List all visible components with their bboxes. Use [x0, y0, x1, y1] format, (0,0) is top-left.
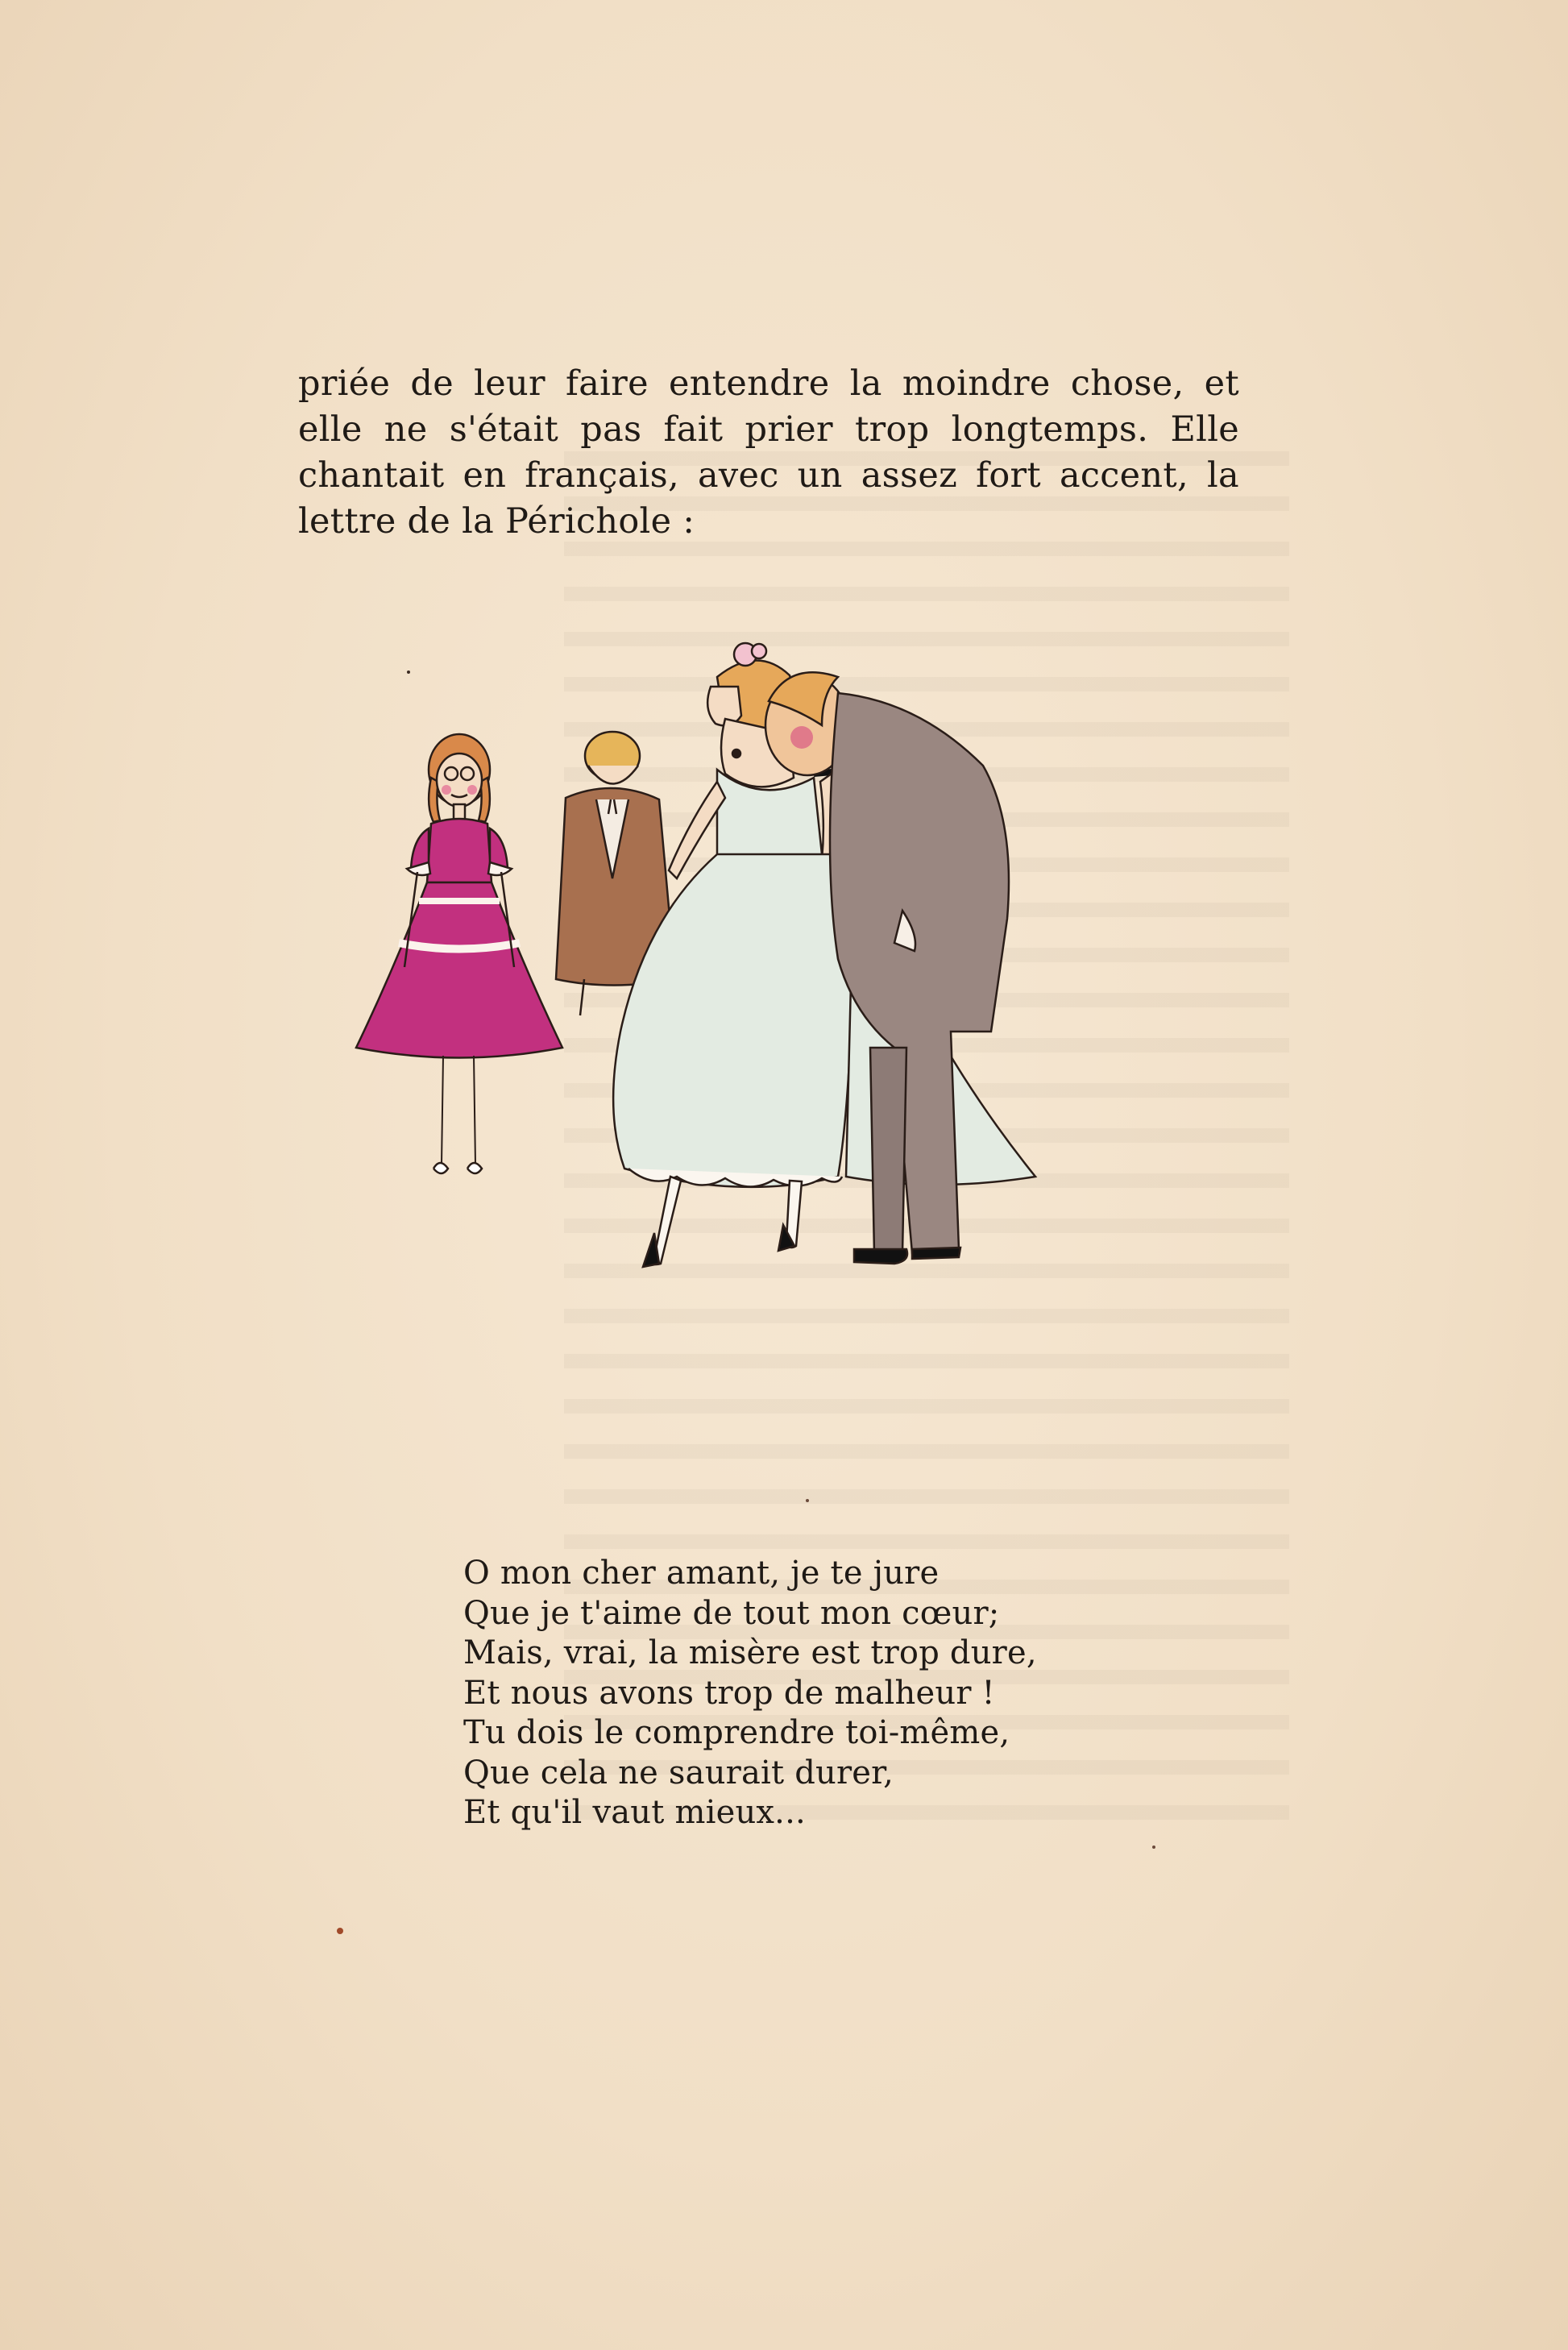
paper-fleck — [407, 671, 410, 674]
girl-in-pink-dress — [356, 734, 562, 1173]
verse-line: Que je t'aime de tout mon cœur; — [463, 1594, 1000, 1632]
verse-line: Tu dois le comprendre toi-même, — [463, 1714, 1010, 1751]
verse-stanza — [463, 1554, 1037, 1833]
verse-line: O mon cher amant, je te jure — [463, 1555, 940, 1592]
paper-fleck — [1152, 1846, 1155, 1849]
prose-text: priée de leur faire entendre la moindre chose, et elle ne s'était pas fait prier trop longtemps. Elle chantait en français, avec un assez fort accent, la lettre de la Périchole : — [298, 363, 1239, 542]
paper-fleck — [806, 1499, 809, 1502]
verse-line: Et qu'il vaut mieux... — [463, 1794, 806, 1831]
paper-fleck — [337, 1928, 343, 1934]
verse-line: Et nous avons trop de malheur ! — [463, 1674, 995, 1712]
verse-line: Mais, vrai, la misère est trop dure, — [463, 1634, 1037, 1671]
illustration — [338, 612, 1329, 1467]
prose-paragraph — [298, 361, 1239, 545]
verse-line: Que cela ne saurait durer, — [463, 1754, 894, 1792]
